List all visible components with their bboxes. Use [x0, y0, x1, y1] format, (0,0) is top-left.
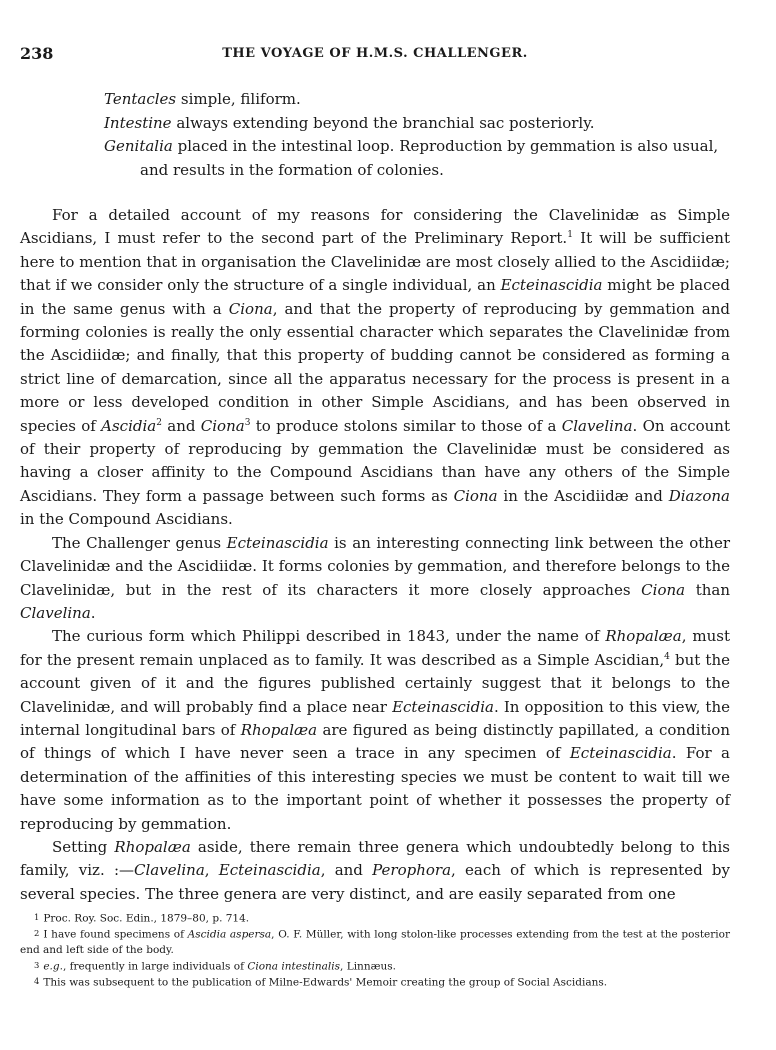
text: in the Compound Ascidians.	[20, 510, 233, 529]
intestine-term: Intestine	[104, 113, 172, 132]
genitalia-desc: placed in the intestinal loop. Reproduction by gemmation is also usual,	[172, 137, 719, 155]
genus-name: Rhopalæa	[605, 627, 682, 646]
genus-name: Clavelina	[561, 416, 633, 435]
genus-name: Ciona	[200, 416, 245, 435]
footnote-text: Proc. Roy. Soc. Edin., 1879–80, p. 714.	[43, 912, 250, 925]
genus-name: Ascidia	[101, 416, 157, 435]
genus-name: Ecteinascidia	[500, 276, 603, 295]
text: in the Ascidiidæ and	[497, 486, 669, 505]
paragraph-ecteinascidia	[20, 532, 730, 626]
genus-name: Clavelina	[134, 861, 205, 880]
genus-name: Ecteinascidia	[218, 861, 321, 880]
text: , must for the present remain unplaced as to family. It was described as a Simple Ascidian,	[20, 627, 730, 669]
genus-name: Diazona	[668, 486, 730, 505]
footnote-text: , Linnæus.	[340, 960, 396, 973]
text: It will be sufficient here to mention that in organisation the Clavelinidæ are most closely allied to the Ascidiidæ; that if we consider only the structure of a single individual, an	[20, 229, 730, 295]
text: to produce stolons similar to those of a	[250, 416, 562, 435]
paragraph-rhopalaea	[20, 625, 730, 836]
footnote-1	[20, 910, 730, 926]
species-name: Ascidia aspersa	[187, 929, 272, 942]
text: but the account given of it and the figures published certainly suggest that it belongs to the Clavelinidæ, and will probably find a place near	[20, 650, 730, 716]
tentacles-desc: simple, filiform.	[176, 90, 301, 108]
genus-name: Rhopalæa	[114, 837, 191, 856]
genus-name: Ecteinascidia	[392, 697, 494, 716]
text: . For a determination of the affinities of this interesting species we must be content to wait till we have some information as to the important point of whether it possesses the property of reproducing by gemmation.	[20, 744, 730, 833]
text: . In opposition to this view, the internal longitudinal bars of	[20, 697, 731, 739]
text: is an interesting connecting link between the other Clavelinidæ and the Ascidiidæ. It forms colonies by gemmation, and therefore belongs to the Clavelinidæ, but in the rest of its characters it more closely approaches	[20, 533, 730, 599]
text: are figured as being distinctly papillated, a condition of things of which I have never seen a trace in any specimen of	[20, 720, 730, 763]
footnotes	[20, 910, 730, 991]
text: The curious form which Philippi described in 1843, under the name of	[52, 627, 606, 646]
genitalia-line	[104, 135, 730, 159]
text: than	[685, 580, 731, 599]
abbreviation: e.g.	[43, 960, 63, 973]
footnote-mark: 4	[34, 976, 40, 987]
footnote-ref: 4	[664, 651, 670, 662]
text: For a detailed account of my reasons for considering the Clavelinidæ as Simple Ascidians, I must refer to the second part of the Preliminary Report.	[20, 206, 730, 248]
intestine-desc: always extending beyond the branchial sac posteriorly.	[171, 113, 595, 132]
text: ,	[204, 861, 219, 880]
page-header	[20, 44, 730, 68]
genitalia-continuation: and results in the formation of colonies.	[140, 160, 444, 179]
footnote-mark: 2	[34, 928, 40, 939]
footnote-3	[20, 958, 730, 974]
footnote-mark: 1	[34, 912, 40, 922]
paragraph-reasons	[20, 204, 730, 532]
genus-name: Ecteinascidia	[569, 744, 672, 763]
genus-name: Rhopalæa	[240, 720, 318, 739]
footnote-2	[20, 926, 730, 957]
genus-name: Ciona	[453, 486, 498, 505]
genus-name: Ecteinascidia	[226, 533, 329, 552]
genus-name: Ciona	[641, 580, 686, 599]
genus-name: Ciona	[228, 299, 273, 318]
page-number: 238	[20, 44, 54, 63]
genitalia-term: Genitalia	[104, 137, 173, 155]
text: The Challenger genus	[52, 533, 227, 552]
text: , and	[320, 861, 373, 880]
paragraph-three-genera	[20, 836, 730, 906]
text: Setting	[52, 837, 115, 856]
tentacles-term: Tentacles	[104, 90, 177, 108]
family-characters	[104, 88, 730, 182]
footnote-ref: 3	[244, 417, 251, 428]
species-name: Ciona intestinalis	[247, 960, 341, 973]
genus-name: Clavelina	[20, 603, 91, 622]
text: . On account of their property of reproducing by gemmation the Clavelinidæ must be considered as having a closer affinity to the Compound Ascidians than have any others of the Simple Ascidians. They form a passage between such forms as	[20, 416, 730, 505]
footnote-text: , frequently in large individuals of	[62, 960, 248, 973]
footnote-text: I have found specimens of	[43, 929, 188, 942]
text: and	[161, 416, 201, 435]
text: , and that the property of reproducing by gemmation and forming colonies is really the only essential character which separates the Clavelinidæ from the Ascidiidæ; and finally, that this property of budding cannot be considered as forming a strict line of demarcation, since all the apparatus necessary for the process is present in a more or less developed condition in other Simple Ascidians, and has been observed in species of	[20, 299, 731, 435]
footnote-text: This was subsequent to the publication of Milne-Edwards' Memoir creating the group of Social Ascidians.	[43, 976, 608, 989]
footnote-mark: 3	[34, 959, 40, 970]
text: aside, there remain three genera which undoubtedly belong to this family, viz. :—	[20, 837, 730, 880]
footnote-text: , O. F. Müller, with long stolon-like processes extending from the test at the posterior end and left side of the body.	[20, 929, 730, 956]
text: , each of which is represented by several species. The three genera are very distinct, and are easily separated from one	[20, 861, 730, 903]
body-text	[20, 204, 730, 906]
footnote-ref: 2	[156, 417, 162, 428]
tentacles-line	[104, 88, 730, 112]
running-title: THE VOYAGE OF H.M.S. CHALLENGER.	[222, 46, 528, 61]
text: might be placed in the same genus with a	[20, 276, 730, 318]
text: .	[90, 603, 96, 622]
genus-name: Perophora	[372, 861, 452, 880]
intestine-line	[104, 112, 730, 136]
footnote-4	[20, 974, 730, 990]
footnote-ref: 1	[567, 230, 573, 241]
